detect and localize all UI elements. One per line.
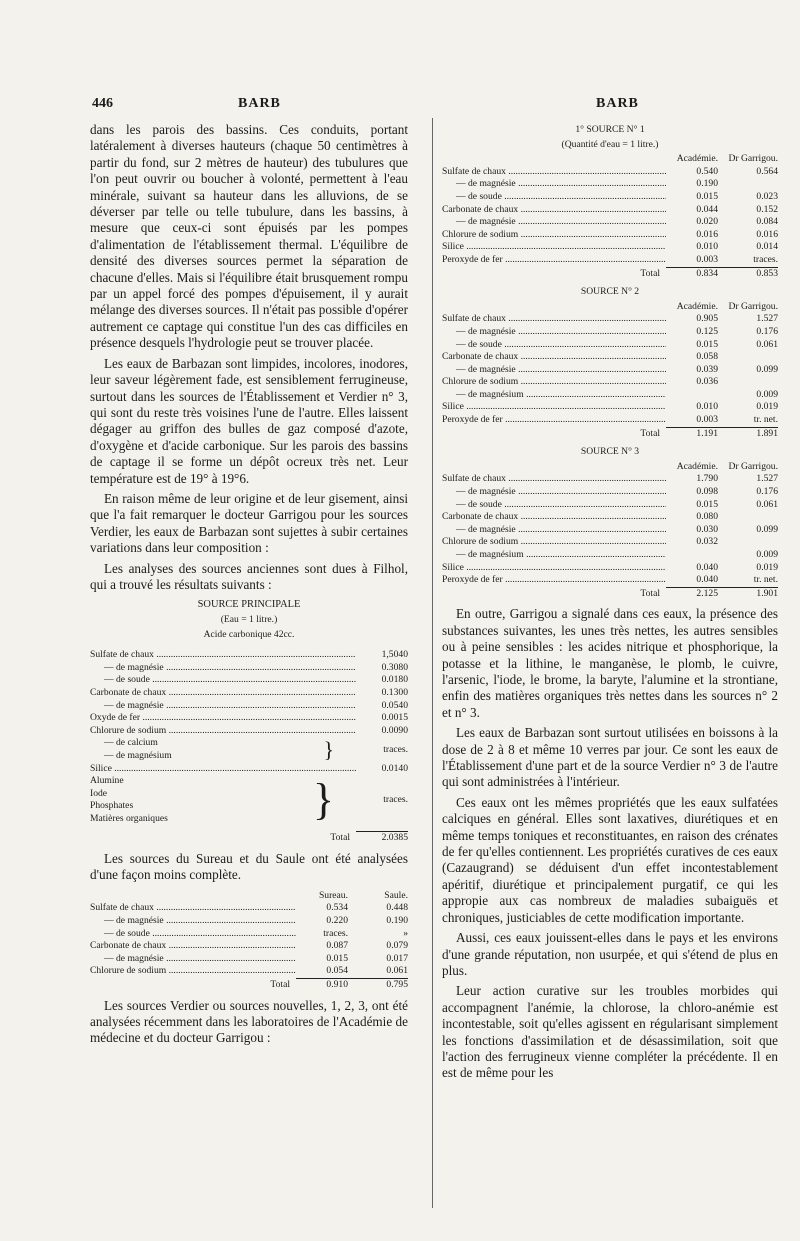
table-row: — de magnésie ..... 0.125 0.176 <box>442 326 778 339</box>
table-row: Carbonate de chaux ..... 0.080 <box>442 511 778 524</box>
paragraph: Les sources Verdier ou sources nouvelles, 1, 2, 3, ont été analysées récemment dans les laboratoires de l'Académie de médecine et du docteur Garrigou : <box>90 997 408 1046</box>
table-row: Silice ..... 0.040 0.019 <box>442 562 778 575</box>
table-note: Acide carbonique 42cc. <box>203 628 295 640</box>
table-row: — de magnésie ..... 0.098 0.176 <box>442 486 778 499</box>
analysis-table-source-1: 1° SOURCE N° 1 (Quantité d'eau = 1 litre.) Académie. Dr Garrigou. Sulfate de chaux ..... 0.540 0.564 — de magnésie ..... 0.190 — de soude ..... 0.015 0.023 Carbonate de chaux ..... 0.044 0.152 — de magnésie ..... 0.020 0.084 Chlorure de sodium ..... 0.016 0.016 Silice ..... 0.010 0.014 Peroxyde de fer ..... 0.003 traces. Total 0.834 0.853 <box>442 124 778 280</box>
table-row: — de soude ..... 0.015 0.061 <box>442 499 778 512</box>
table-row: Peroxyde de fer ..... 0.003 tr. net. <box>442 414 778 427</box>
paragraph: Aussi, ces eaux jouissent-elles dans le pays et les environs d'une grande réputation, non usurpée, et qui s'étend de plus en plus. <box>442 930 778 978</box>
table-row: — de soude ..... 0.0180 <box>90 674 408 687</box>
table-row: — de magnésium ..... 0.009 <box>442 549 778 562</box>
table-total: Total 2.125 1.901 <box>640 587 778 599</box>
table-row: — de magnésie ..... 0.015 0.017 <box>90 953 408 966</box>
analysis-table-source-3: SOURCE N° 3 Académie. Dr Garrigou. Sulfate de chaux ..... 1.790 1.527 — de magnésie ..... 0.098 0.176 — de soude ..... 0.015 0.061 Carbonate de chaux ..... 0.080 — de magnésie ..... 0.030 0.099 Chlorure de sodium ..... 0.032 — de magnésium ..... 0.009 Silice ..... 0.040 0.019 Peroxyde de fer ..... 0.040 tr. net. Total 2.125 1.901 <box>442 446 778 600</box>
table-row: — de magnésie ..... 0.190 <box>442 178 778 191</box>
traces-group: — de calcium — de magnésium } traces. <box>104 736 408 762</box>
table-row: — de magnésie ..... 0.220 0.190 <box>90 915 408 928</box>
running-head-right: BARB <box>596 96 639 111</box>
table-row: Chlorure de sodium ..... 0.032 <box>442 536 778 549</box>
table-total: Total 1.191 1.891 <box>640 427 778 439</box>
table-row: — de magnésie ..... 0.0540 <box>90 700 408 713</box>
table-row: Sulfate de chaux ..... 0.905 1.527 <box>442 313 778 326</box>
table-row: Sulfate de chaux ..... 1,5040 <box>90 649 408 662</box>
right-column <box>442 122 778 1086</box>
traces-group: Alumine Iode Phosphates Matières organiques } traces. <box>90 775 408 825</box>
table-row: Oxyde de fer ..... 0.0015 <box>90 712 408 725</box>
table-total: Total 0.834 0.853 <box>640 267 778 279</box>
table-row: Silice ..... 0.010 0.014 <box>442 241 778 254</box>
analysis-table-sureau-saule: Sureau. Saule. Sulfate de chaux ..... 0.534 0.448 — de magnésie ..... 0.220 0.190 — de soude ..... traces. » Carbonate de chaux ..... 0.087 0.079 — de magnésie ..... 0.015 0.017 Chlorure de sodium ..... 0.054 0.061 Total 0.910 0.795 <box>90 890 408 992</box>
table-row: Silice ..... 0.010 0.019 <box>442 401 778 414</box>
table-row: Carbonate de chaux ..... 0.087 0.079 <box>90 940 408 953</box>
paragraph: En outre, Garrigou a signalé dans ces eaux, la présence des substances suivantes, les unes très nettes, les autres sensibles ou à peine sensibles : les acides nitrique et phosphorique, la potasse et la lithine, le manganèse, le plomb, le cuivre, l'arsenic, l'iode, le brome, la baryte, l'alumine et la strontiane, enfin des matières organiques très nettes dans les sources n° 2 et n° 3. <box>442 606 778 720</box>
table-row: Chlorure de sodium ..... 0.054 0.061 <box>90 965 408 978</box>
analysis-table-source-2: SOURCE N° 2 Académie. Dr Garrigou. Sulfate de chaux ..... 0.905 1.527 — de magnésie ..... 0.125 0.176 — de soude ..... 0.015 0.061 Carbonate de chaux ..... 0.058 — de magnésie ..... 0.039 0.099 Chlorure de sodium ..... 0.036 — de magnésium ..... 0.009 Silice ..... 0.010 0.019 Peroxyde de fer ..... 0.003 tr. net. Total 1.191 1.891 <box>442 286 778 440</box>
table-row: — de soude ..... 0.015 0.023 <box>442 191 778 204</box>
table-row: — de magnésie ..... 0.020 0.084 <box>442 216 778 229</box>
table-row: Carbonate de chaux ..... 0.1300 <box>90 687 408 700</box>
table-total: Total 2.0385 <box>330 832 408 844</box>
analysis-table-source-principale <box>90 599 408 845</box>
table-total: Total 0.910 0.795 <box>270 979 408 991</box>
table-subtitle: (Eau = 1 litre.) <box>220 613 278 625</box>
table-row: — de magnésie ..... 0.030 0.099 <box>442 524 778 537</box>
paragraph: Les analyses des sources anciennes sont dues à Filhol, qui a trouvé les résultats suivants : <box>90 560 408 592</box>
table-row: Sulfate de chaux ..... 1.790 1.527 <box>442 473 778 486</box>
running-head-left: BARB <box>238 96 281 111</box>
paragraph: Les eaux de Barbazan sont limpides, incolores, inodores, leur saveur légèrement fade, est sensiblement ferrugineuse, surtout dans les sources de l'Établissement et Verdier n° 3, qui sont du reste très voisines l'une de l'autre. Elles laissent dégager au griffon des bulles de gaz composé d'azote, d'oxygène et d'acide carbonique. Sur les parois des bassins de captage il se forme un dépôt ocreux très net. Leur température est de 19° à 19°6. <box>90 355 408 486</box>
table-row: Carbonate de chaux ..... 0.058 <box>442 351 778 364</box>
column-divider <box>432 118 433 1208</box>
table-row: — de soude ..... 0.015 0.061 <box>442 339 778 352</box>
table-row: — de magnésie ..... 0.3080 <box>90 662 408 675</box>
table-row: Chlorure de sodium ..... 0.036 <box>442 376 778 389</box>
table-row: Sulfate de chaux ..... 0.540 0.564 <box>442 166 778 179</box>
table-subtitle: (Quantité d'eau = 1 litre.) <box>561 138 659 150</box>
table-title: 1° SOURCE N° 1 <box>575 124 645 135</box>
paragraph: En raison même de leur origine et de leur gisement, ainsi que l'a fait remarquer le docteur Garrigou pour les sources Verdier, les eaux de Barbazan sont sujettes à subir certaines variations dans leur composition : <box>90 490 408 556</box>
table-row: — de soude ..... traces. » <box>90 928 408 941</box>
table-row: Chlorure de sodium ..... 0.016 0.016 <box>442 229 778 242</box>
table-row: Chlorure de sodium ..... 0.0090 <box>90 725 408 738</box>
table-row: Sulfate de chaux ..... 0.534 0.448 <box>90 902 408 915</box>
table-row: Peroxyde de fer ..... 0.003 traces. <box>442 254 778 267</box>
table-row: — de magnésie ..... 0.039 0.099 <box>442 364 778 377</box>
left-column <box>90 122 408 1051</box>
paragraph: Les sources du Sureau et du Saule ont été analysées d'une façon moins complète. <box>90 851 408 883</box>
table-row: — de magnésium ..... 0.009 <box>442 389 778 402</box>
table-row: Peroxyde de fer ..... 0.040 tr. net. <box>442 574 778 587</box>
paragraph: Ces eaux ont les mêmes propriétés que les eaux sulfatées calciques en général. Elles sont laxatives, diurétiques et en même temps toniques et reconstituantes, en raison des crénates de fer qu'elles contiennent. Les propriétés curatives de ces eaux (Cazaugrand) se déduisent d'un effet incontestablement apéritif, diurétique et principalement purgatif, ce qui les appropie aux cas nombreux de maladies subaiguës et chroniques, justiciables de cette modification importante. <box>442 794 778 925</box>
table-row: Carbonate de chaux ..... 0.044 0.152 <box>442 204 778 217</box>
paragraph: dans les parois des bassins. Ces conduits, portant latéralement à diverses hauteurs (chaque 50 centimètres à partir du fond, sur 2 mètres de hauteur) des tubulures que l'on peut ouvrir ou boucher à volonté, permettent à l'eau minérale, suivant sa hauteur dans les alluvions, de se déverser par telle ou telle tubulure, dans les bassins, à mesure que ceux-ci sont épuisés par les pompes d'alimentation de l'établissement thermal. L'équilibre de densité des diverses sources permet la séparation de chacune d'elles. Mais si l'équilibre était brusquement rompu par un appel forcé des pompes d'épuisement, il y aurait mélange des diverses sources. Il n'était pas possible d'opérer autrement ce captage qui constitue l'un des cas difficiles en présence desquels l'hydrologie peut se trouver placée. <box>90 122 408 351</box>
table-title: SOURCE N° 2 <box>580 286 640 298</box>
table-title: SOURCE PRINCIPALE <box>197 599 301 611</box>
paragraph: Leur action curative sur les troubles morbides qui accompagnent l'anémie, la chlorose, la chloro-anémie est incontestable, soit qu'elles agissent en régularisant simplement les fonctions d'assimilation et de désassimilation, soit que l'action des ferrugineux vienne compléter la précédente. Il en est de même pour les <box>442 983 778 1081</box>
table-title: SOURCE N° 3 <box>580 446 640 458</box>
table-row: Silice ..... 0.0140 <box>90 763 408 776</box>
page-number: 446 <box>92 96 113 111</box>
paragraph: Les eaux de Barbazan sont surtout utilisées en boissons à la dose de 2 à 8 et même 10 verres par jour. Ce sont les eaux de l'Établissement d'une part et de la source Verdier n° 3 de l'autre qui sont administrées à l'intérieur. <box>442 725 778 790</box>
